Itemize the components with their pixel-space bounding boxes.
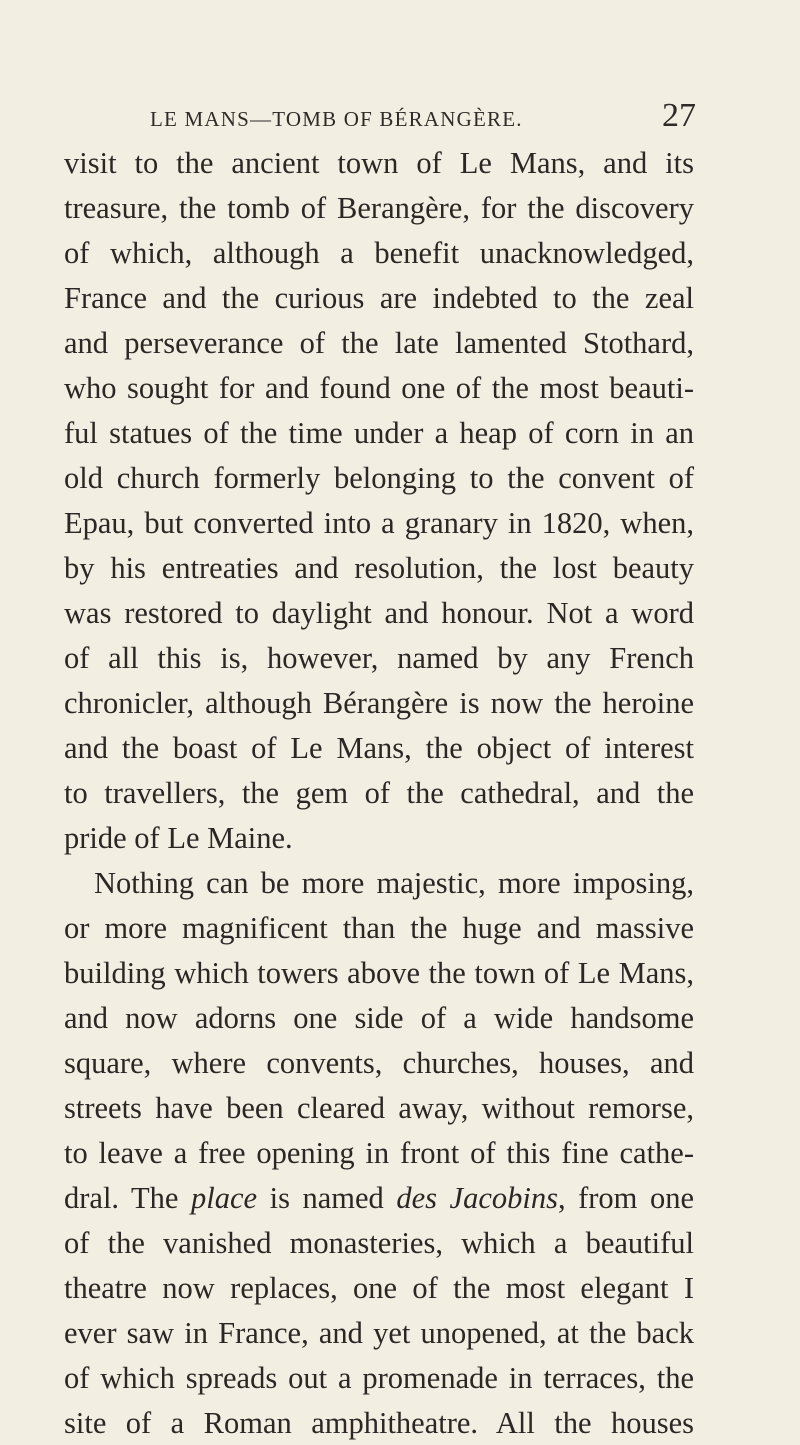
text-line: France and the curious are indebted to the zeal [64,281,694,315]
text-line: who sought for and found one of the most beauti- [64,371,694,405]
text-line: streets have been cleared away, without remorse, [64,1091,694,1125]
page-number: 27 [662,97,696,134]
text-line: was restored to daylight and honour. Not a word [64,596,694,630]
text-line: and now adorns one side of a wide handsome [64,1001,694,1035]
plain-text: dral. The [64,1181,191,1215]
text-line: square, where convents, churches, houses, and [64,1046,694,1080]
text-line: of all this is, however, named by any French [64,641,694,675]
paragraph-last-line: pride of Le Maine. [64,821,293,855]
text-line: and perseverance of the late lamented Stothard, [64,326,694,360]
text-line: treasure, the tomb of Berangère, for the discovery [64,191,694,225]
text-line: or more magnificent than the huge and massive [64,911,694,945]
italic-place: place [191,1181,258,1215]
text-line: to leave a free opening in front of this fine cathe- [64,1136,694,1170]
paragraph-first-line: Nothing can be more majestic, more imposing, [94,866,694,900]
running-head: LE MANS—TOMB OF BÉRANGÈRE. [150,107,523,131]
plain-text: , from one [557,1181,694,1215]
text-line: Epau, but converted into a granary in 1820, when, [64,506,694,540]
text-line: of which spreads out a promenade in terraces, the [64,1361,694,1395]
text-line-with-italics [64,1177,694,1220]
text-line: ever saw in France, and yet unopened, at the back [64,1316,694,1350]
text-line: of the vanished monasteries, which a beautiful [64,1226,694,1260]
text-line: building which towers above the town of Le Mans, [64,956,694,990]
text-line: old church formerly belonging to the convent of [64,461,694,495]
text-line: chronicler, although Bérangère is now the heroine [64,686,694,720]
plain-text: is named [257,1181,397,1215]
italic-des-jacobins: des Jacobins [396,1181,558,1215]
text-line: by his entreaties and resolution, the lost beauty [64,551,694,585]
text-line: and the boast of Le Mans, the object of interest [64,731,694,765]
text-line: visit to the ancient town of Le Mans, and its [64,146,694,180]
text-line: of which, although a benefit unacknowledged, [64,236,694,270]
text-line: theatre now replaces, one of the most elegant I [64,1271,694,1305]
text-line: to travellers, the gem of the cathedral, and the [64,776,694,810]
text-line: site of a Roman amphitheatre. All the houses [64,1406,694,1440]
text-line: ful statues of the time under a heap of corn in an [64,416,694,450]
